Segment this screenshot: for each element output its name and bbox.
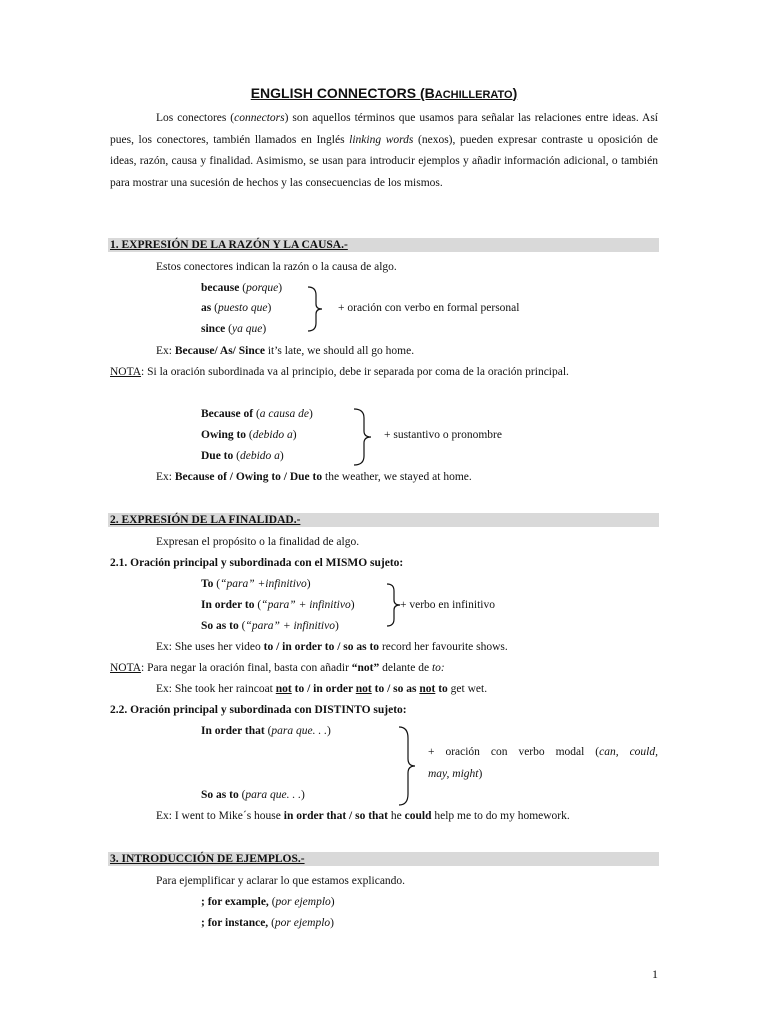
brace-icon [397, 726, 417, 806]
rule-text: + sustantivo o pronombre [384, 429, 502, 441]
section-3-intro: Para ejemplificar y aclarar lo que estamos explicando. [156, 875, 406, 887]
connector-item: In order that (para que. . .) [201, 725, 331, 737]
brace-icon [306, 286, 324, 332]
connector-item: since (ya que) [201, 323, 267, 335]
example-line: Ex: She took her raincoat not to / in order not to / so as not to get wet. [156, 683, 488, 695]
example-line: Ex: Because of / Owing to / Due to the weather, we stayed at home. [156, 471, 472, 483]
section-1-intro: Estos conectores indican la razón o la causa de algo. [156, 261, 397, 273]
connector-item: Owing to (debido a) [201, 429, 297, 441]
section-heading-2: 2. EXPRESIÓN DE LA FINALIDAD.- [108, 513, 659, 527]
section-2-intro: Expresan el propósito o la finalidad de algo. [156, 536, 360, 548]
connector-item: In order to (“para” + infinitivo) [201, 599, 355, 611]
section-heading-1: 1. EXPRESIÓN DE LA RAZÓN Y LA CAUSA.- [108, 238, 659, 252]
connector-item: Due to (debido a) [201, 450, 284, 462]
connector-item: So as to (para que. . .) [201, 789, 305, 801]
connector-item: ; for example, (por ejemplo) [201, 896, 335, 908]
connector-item: To (“para” +infinitivo) [201, 578, 311, 590]
nota-line: NOTA: Si la oración subordinada va al principio, debe ir separada por coma de la oración principal. [110, 366, 569, 378]
connector-item: as (puesto que) [201, 302, 272, 314]
rule-text: + oración con verbo en formal personal [338, 302, 520, 314]
intro-paragraph: Los conectores (connectors) son aquellos términos que usamos para señalar las relaciones entre ideas. Así pues, los conectores, también llamados en Inglés linking words (nexos), pueden expresar contraste u oposición de ideas, razón, causa y finalidad. Asimismo, se usan para introducir ejemplos y añadir información adicional, o también para mostrar una sucesión de hechos y las consecuencias de los mismos. [110, 112, 658, 189]
section-heading-3: 3. INTRODUCCIÓN DE EJEMPLOS.- [108, 852, 659, 866]
subheading: 2.1. Oración principal y subordinada con el MISMO sujeto: [110, 557, 404, 569]
connector-item: Because of (a causa de) [201, 408, 313, 420]
page-title: ENGLISH CONNECTORS (BACHILLERATO) [250, 85, 518, 101]
rule-text: + oración con verbo modal (can, could, [428, 746, 658, 758]
connector-item: So as to (“para” + infinitivo) [201, 620, 339, 632]
rule-text: may, might) [428, 768, 483, 780]
rule-text: + verbo en infinitivo [400, 599, 495, 611]
brace-icon [352, 408, 374, 466]
connector-item: because (porque) [201, 282, 283, 294]
nota-line: NOTA: Para negar la oración final, basta con añadir “not” delante de to: [110, 662, 445, 674]
page-number: 1 [652, 967, 658, 981]
example-line: Ex: Because/ As/ Since it’s late, we should all go home. [156, 345, 415, 357]
example-line: Ex: I went to Mike´s house in order that / so that he could help me to do my homework. [156, 810, 570, 822]
connector-item: ; for instance, (por ejemplo) [201, 917, 335, 929]
example-line: Ex: She uses her video to / in order to / so as to record her favourite shows. [156, 641, 508, 653]
subheading: 2.2. Oración principal y subordinada con DISTINTO sujeto: [110, 704, 407, 716]
